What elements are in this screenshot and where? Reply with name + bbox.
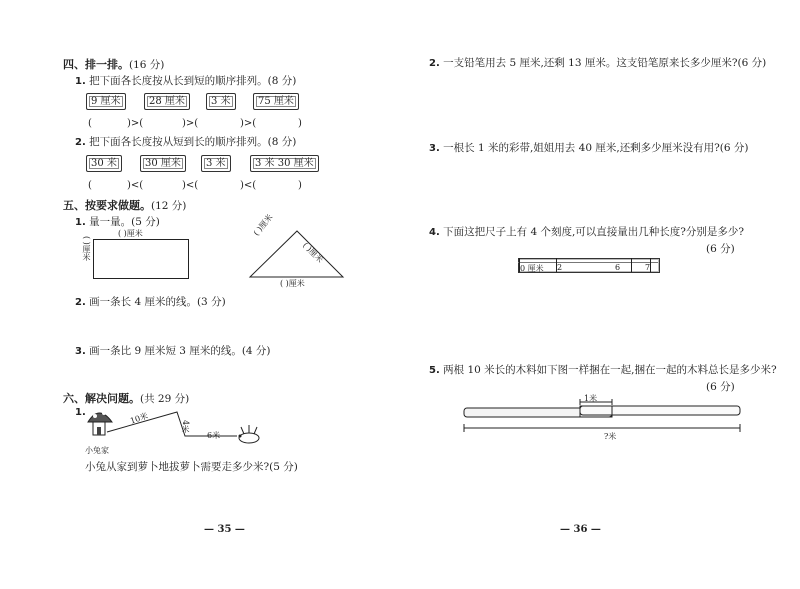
rect-side-label: ( )厘米: [82, 236, 91, 261]
right-q3-text: 一根长 1 米的彩带,姐姐用去 40 厘米,还剩多少厘米没有用?(6 分): [443, 142, 749, 154]
sec5-q3: [75, 343, 271, 358]
right-q4-score: (6 分): [706, 243, 735, 255]
overlap-label: 1米: [584, 394, 598, 403]
rect-top-label: ( )厘米: [118, 229, 143, 238]
ruler-label: 2: [557, 263, 563, 272]
route-seg2-label: 4米: [181, 420, 190, 434]
answer-open: (: [88, 180, 92, 191]
measure-rectangle: [93, 239, 189, 279]
right-q2-text: 一支铅笔用去 5 厘米,还剩 13 厘米。这支铅笔原来长多少厘米?(6 分): [443, 57, 767, 69]
right-q5-score: (6 分): [706, 381, 735, 393]
sec5-q1: [75, 214, 160, 229]
length-box: 3 米 30 厘米: [250, 155, 319, 172]
ruler-label: 7: [645, 263, 651, 272]
section-5-heading: [63, 197, 186, 213]
answer-sep: )>(: [182, 118, 199, 129]
section-6-title: 六、解决问题。: [63, 392, 140, 405]
sec4-q2-text: 把下面各长度按从短到长的顺序排列。(8 分): [89, 136, 297, 148]
ruler-tick: [631, 258, 632, 272]
section-5-score: (12 分): [151, 200, 187, 212]
section-5-title: 五、按要求做题。: [63, 199, 151, 212]
sec5-q2-text: 画一条长 4 厘米的线。(3 分): [89, 296, 226, 308]
right-q4: [429, 224, 744, 239]
length-box: 30 厘米: [140, 155, 186, 172]
answer-sep: )<(: [240, 180, 257, 191]
sec5-q2-num: 2.: [75, 297, 86, 308]
answer-sep: )<(: [182, 180, 199, 191]
length-box: 28 厘米: [144, 93, 190, 110]
sec5-q3-text: 画一条比 9 厘米短 3 厘米的线。(4 分): [89, 345, 271, 357]
sec5-q2: [75, 294, 226, 309]
page-number-left: — 35 —: [204, 524, 245, 535]
sec4-q2-num: 2.: [75, 137, 86, 148]
route-seg1-label: 10米: [129, 411, 150, 426]
right-q2: [429, 55, 766, 70]
route-seg3-label: 6米: [207, 431, 221, 440]
right-q3-num: 3.: [429, 143, 440, 154]
answer-close: ): [298, 118, 302, 129]
sec5-q3-num: 3.: [75, 346, 86, 357]
sec6-q1-question: 小兔从家到萝卜地拔萝卜需要走多少米?(5 分): [85, 461, 298, 473]
answer-sep: )<(: [127, 180, 144, 191]
sec4-q1-text: 把下面各长度按从长到短的顺序排列。(8 分): [89, 75, 297, 87]
answer-sep: )>(: [127, 118, 144, 129]
total-length-label: ?米: [604, 432, 617, 441]
tri-bottom-label: ( )厘米: [280, 279, 305, 288]
length-box: 3 米: [201, 155, 231, 172]
right-q5-num: 5.: [429, 365, 440, 376]
right-q4-text: 下面这把尺子上有 4 个刻度,可以直接量出几种长度?分别是多少?: [443, 226, 745, 238]
sec4-q1: [75, 73, 296, 88]
tri-left-label: ( )厘米: [251, 212, 275, 238]
right-q2-num: 2.: [429, 58, 440, 69]
section-6-score: (共 29 分): [140, 393, 190, 405]
length-box: 30 米: [86, 155, 122, 172]
sec5-q1-num: 1.: [75, 217, 86, 228]
length-box: 3 米: [206, 93, 236, 110]
carrot-patch-icon: [239, 425, 260, 443]
ruler-label: 6: [615, 263, 621, 272]
route-diagram: [82, 402, 272, 450]
sec4-q2: [75, 134, 296, 149]
right-q4-num: 4.: [429, 227, 440, 238]
answer-open: (: [88, 118, 92, 129]
section-4-score: (16 分): [129, 59, 165, 71]
right-q3: [429, 140, 749, 155]
sec4-q1-num: 1.: [75, 76, 86, 87]
section-4-heading: [63, 56, 164, 72]
tri-right-label: ( )厘米: [300, 240, 325, 265]
answer-close: ): [298, 180, 302, 191]
section-4-title: 四、排一排。: [63, 58, 129, 71]
ruler-tick: [650, 258, 651, 272]
length-box: 75 厘米: [253, 93, 299, 110]
rabbit-home-label: 小兔家: [85, 446, 109, 455]
answer-sep: )>(: [240, 118, 257, 129]
ruler-label: 0 厘米: [520, 264, 544, 273]
sec6-q1-num: 1.: [75, 407, 86, 418]
page-number-right: — 36 —: [560, 524, 601, 535]
right-q5: [429, 362, 777, 377]
right-q5-text: 两根 10 米长的木料如下图一样捆在一起,捆在一起的木料总长是多少米?: [443, 364, 777, 376]
length-box: 9 厘米: [86, 93, 126, 110]
sec5-q1-text: 量一量。(5 分): [89, 216, 160, 228]
